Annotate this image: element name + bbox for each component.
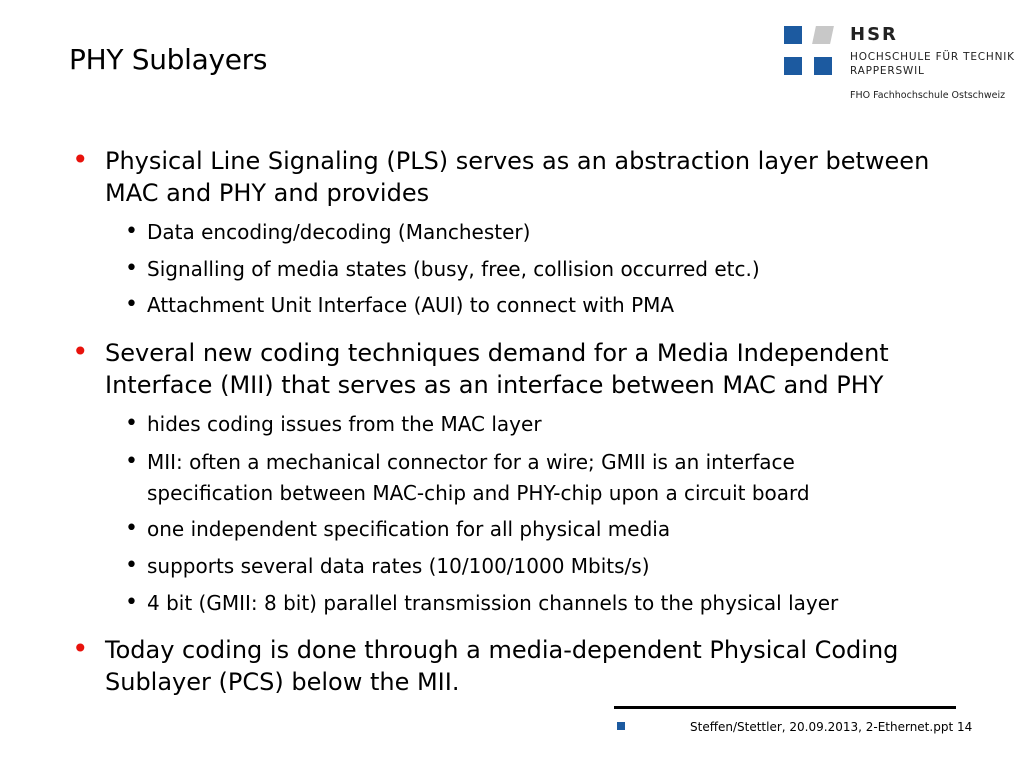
footer-square-icon	[617, 722, 625, 730]
bullet-dot: •	[72, 143, 89, 176]
sub-bullet-dot: •	[125, 590, 138, 615]
sub-bullet-2-3	[125, 514, 671, 545]
sub-bullet-1-2	[125, 254, 760, 285]
sub-bullet-dot: •	[125, 256, 138, 281]
bullet-3	[72, 632, 899, 698]
bullet-dot: •	[72, 335, 89, 368]
bullet-1-line-2: MAC and PHY and provides	[105, 179, 430, 207]
sub-bullet-1-1-text: Data encoding/decoding (Manchester)	[147, 220, 531, 244]
sub-bullet-2-3-text: one independent specification for all physical media	[147, 517, 671, 541]
logo-square-blue-bottom-right	[814, 57, 832, 75]
bullet-dot: •	[72, 632, 89, 665]
slide-title: PHY Sublayers	[69, 43, 268, 76]
logo-square-blue-bottom-left	[784, 57, 802, 75]
footer-divider	[614, 706, 956, 709]
sub-bullet-dot: •	[125, 516, 138, 541]
logo-name: HSR	[850, 24, 898, 45]
sub-bullet-dot: •	[125, 292, 138, 317]
sub-bullet-2-1	[125, 409, 542, 440]
bullet-2	[72, 335, 889, 401]
sub-bullet-2-1-text: hides coding issues from the MAC layer	[147, 412, 542, 436]
logo-fho: FHO Fachhochschule Ostschweiz	[850, 90, 1006, 101]
footer-text: Steffen/Stettler, 20.09.2013, 2-Ethernet.ppt 14	[690, 720, 973, 734]
bullet-2-line-2: Interface (MII) that serves as an interface between MAC and PHY	[105, 371, 884, 399]
sub-bullet-2-5-text: 4 bit (GMII: 8 bit) parallel transmission channels to the physical layer	[147, 591, 839, 615]
logo-subtitle-1: HOCHSCHULE FÜR TECHNIK	[850, 51, 1015, 63]
sub-bullet-1-1	[125, 217, 531, 248]
sub-bullet-2-2-line-1: MII: often a mechanical connector for a wire; GMII is an interface	[147, 450, 795, 474]
logo-subtitle-2: RAPPERSWIL	[850, 65, 925, 77]
sub-bullet-2-5	[125, 588, 839, 619]
sub-bullet-2-4-text: supports several data rates (10/100/1000 Mbits/s)	[147, 554, 650, 578]
sub-bullet-dot: •	[125, 449, 138, 474]
sub-bullet-1-3	[125, 290, 675, 321]
sub-bullet-2-4	[125, 551, 650, 582]
bullet-1-line-1: Physical Line Signaling (PLS) serves as an abstraction layer between	[105, 147, 930, 175]
sub-bullet-dot: •	[125, 219, 138, 244]
logo-square-blue-top-left	[784, 26, 802, 44]
sub-bullet-1-2-text: Signalling of media states (busy, free, collision occurred etc.)	[147, 257, 760, 281]
sub-bullet-2-2-line-2: specification between MAC-chip and PHY-chip upon a circuit board	[147, 481, 810, 505]
bullet-3-line-2: Sublayer (PCS) below the MII.	[105, 668, 460, 696]
sub-bullet-2-2	[125, 447, 810, 509]
sub-bullet-dot: •	[125, 411, 138, 436]
sub-bullet-dot: •	[125, 553, 138, 578]
hsr-logo	[784, 24, 1019, 104]
bullet-1	[72, 143, 930, 209]
logo-square-grey-top-right	[812, 26, 834, 44]
bullet-3-line-1: Today coding is done through a media-dependent Physical Coding	[105, 636, 899, 664]
bullet-2-line-1: Several new coding techniques demand for a Media Independent	[105, 339, 889, 367]
sub-bullet-1-3-text: Attachment Unit Interface (AUI) to connect with PMA	[147, 293, 675, 317]
